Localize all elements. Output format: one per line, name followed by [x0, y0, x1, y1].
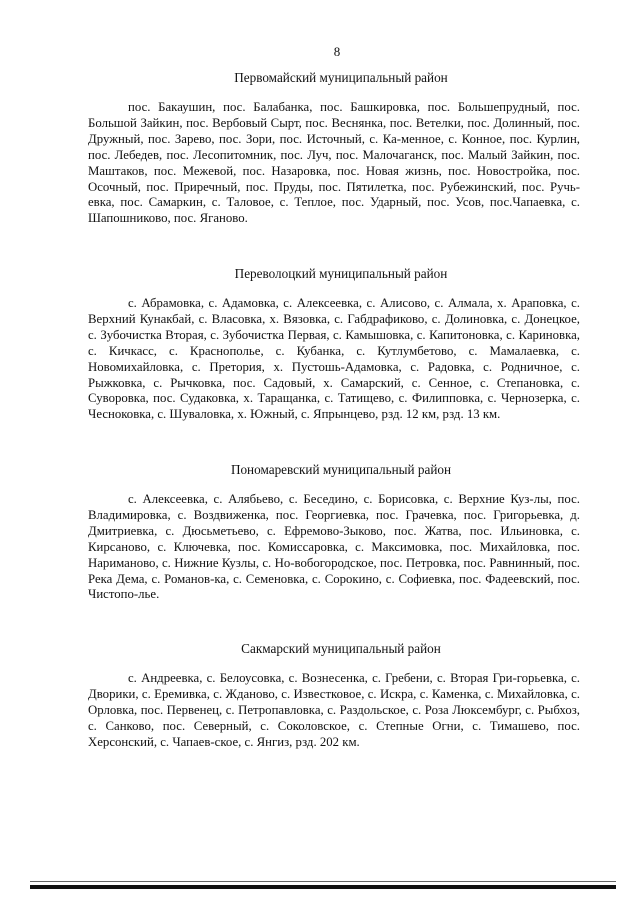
section-title: Первомайский муниципальный район [234, 70, 448, 85]
section-sakmarsky [88, 641, 580, 751]
page-number: 8 [333, 44, 341, 59]
section-body: с. Андреевка, с. Белоусовка, с. Вознесенка, с. Гребени, с. Вторая Гри-горьевка, с. Дворики, с. Еремивка, с. Жданово, с. Известковое, с. Искра, с. Каменка, с. Михайловка, с. Орловка, пос. Первенец, с. Петропавловка, с. Раздольское, с. Роза Люксембург, с. Рыбхоз, с. Санково, пос. Северный, с. Соколовское, с. Степные Огни, с. Тимашево, пос. Херсонский, с. Чапаев-ское, с. Янгиз, рзд. 202 км. [88, 671, 580, 749]
section-title: Сакмарский муниципальный район [241, 641, 441, 656]
section-title: Пономаревский муниципальный район [230, 462, 452, 477]
section-perevolotsky [88, 266, 580, 423]
footer-rule-thin [30, 881, 616, 882]
section-title: Переволоцкий муниципальный район [234, 266, 448, 281]
section-body: с. Алексеевка, с. Алябьево, с. Беседино, с. Борисовка, с. Верхние Куз-лы, пос. Владимировка, с. Воздвиженка, пос. Георгиевка, пос. Грачевка, пос. Григорьевка, д. Дмитриевка, с. Дюсьметьево, с. Ефремово-Зыково, пос. Жатва, пос. Ильиновка, с. Кирсаново, с. Ключевка, пос. Комиссаровка, с. Максимовка, пос. Михайловка, пос. Нариманово, с. Нижние Кузлы, с. Но-вобогородское, пос. Петровка, пос. Равнинный, пос. Река Дема, с. Романов-ка, с. Семеновка, с. Сорокино, с. Софиевка, пос. Фадеевский, пос. Чистопо-лье. [88, 492, 580, 602]
section-body: с. Абрамовка, с. Адамовка, с. Алексеевка, с. Алисово, с. Алмала, х. Араповка, с. Верхний Кунакбай, с. Власовка, х. Вязовка, с. Габдрафиково, с. Долиновка, с. Донецкое, с. Зубочистка Вторая, с. Зубочистка Первая, с. Камышовка, с. Капитоновка, с. Кариновка, с. Кичкасс, с. Краснополье, с. Кубанка, с. Кутлумбетово, с. Мамалаевка, с. Новомихайловка, с. Претория, х. Пустошь-Адамовка, с. Радовка, с. Родничное, с. Рыжковка, с. Рычковка, пос. Садовый, х. Самарский, с. Сенное, с. Степановка, с. Суворовка, пос. Судаковка, х. Таращанка, с. Татищево, с. Филипповка, с. Чернозерка, с. Чесноковка, с. Шуваловка, х. Южный, с. Япрынцево, рзд. 12 км, рзд. 13 км. [88, 296, 580, 422]
section-body: пос. Бакаушин, пос. Балабанка, пос. Башкировка, пос. Большепрудный, пос. Большой Зайкин, пос. Вербовый Сырт, пос. Веснянка, пос. Ветелки, пос. Долинный, пос. Дружный, пос. Зарево, пос. Зори, пос. Источный, с. Ка-менное, с. Конное, пос. Курлин, пос. Лебедев, пос. Лесопитомник, пос. Луч, пос. Малочаганск, пос. Малый Зайкин, пос. Маштаков, пос. Межевой, пос. Назаровка, пос. Новая жизнь, пос. Новостройка, пос. Осочный, пос. Приречный, пос. Пруды, пос. Пятилетка, пос. Рубежинский, пос. Ручь-евка, пос. Самаркин, с. Таловое, с. Теплое, пос. Ударный, пос. Усов, пос.Чапаевка, с. Шапошниково, пос. Яганово. [88, 100, 580, 226]
section-pervomaisky [88, 70, 580, 227]
footer-rule [30, 885, 616, 889]
section-ponomarevsky [88, 462, 580, 603]
